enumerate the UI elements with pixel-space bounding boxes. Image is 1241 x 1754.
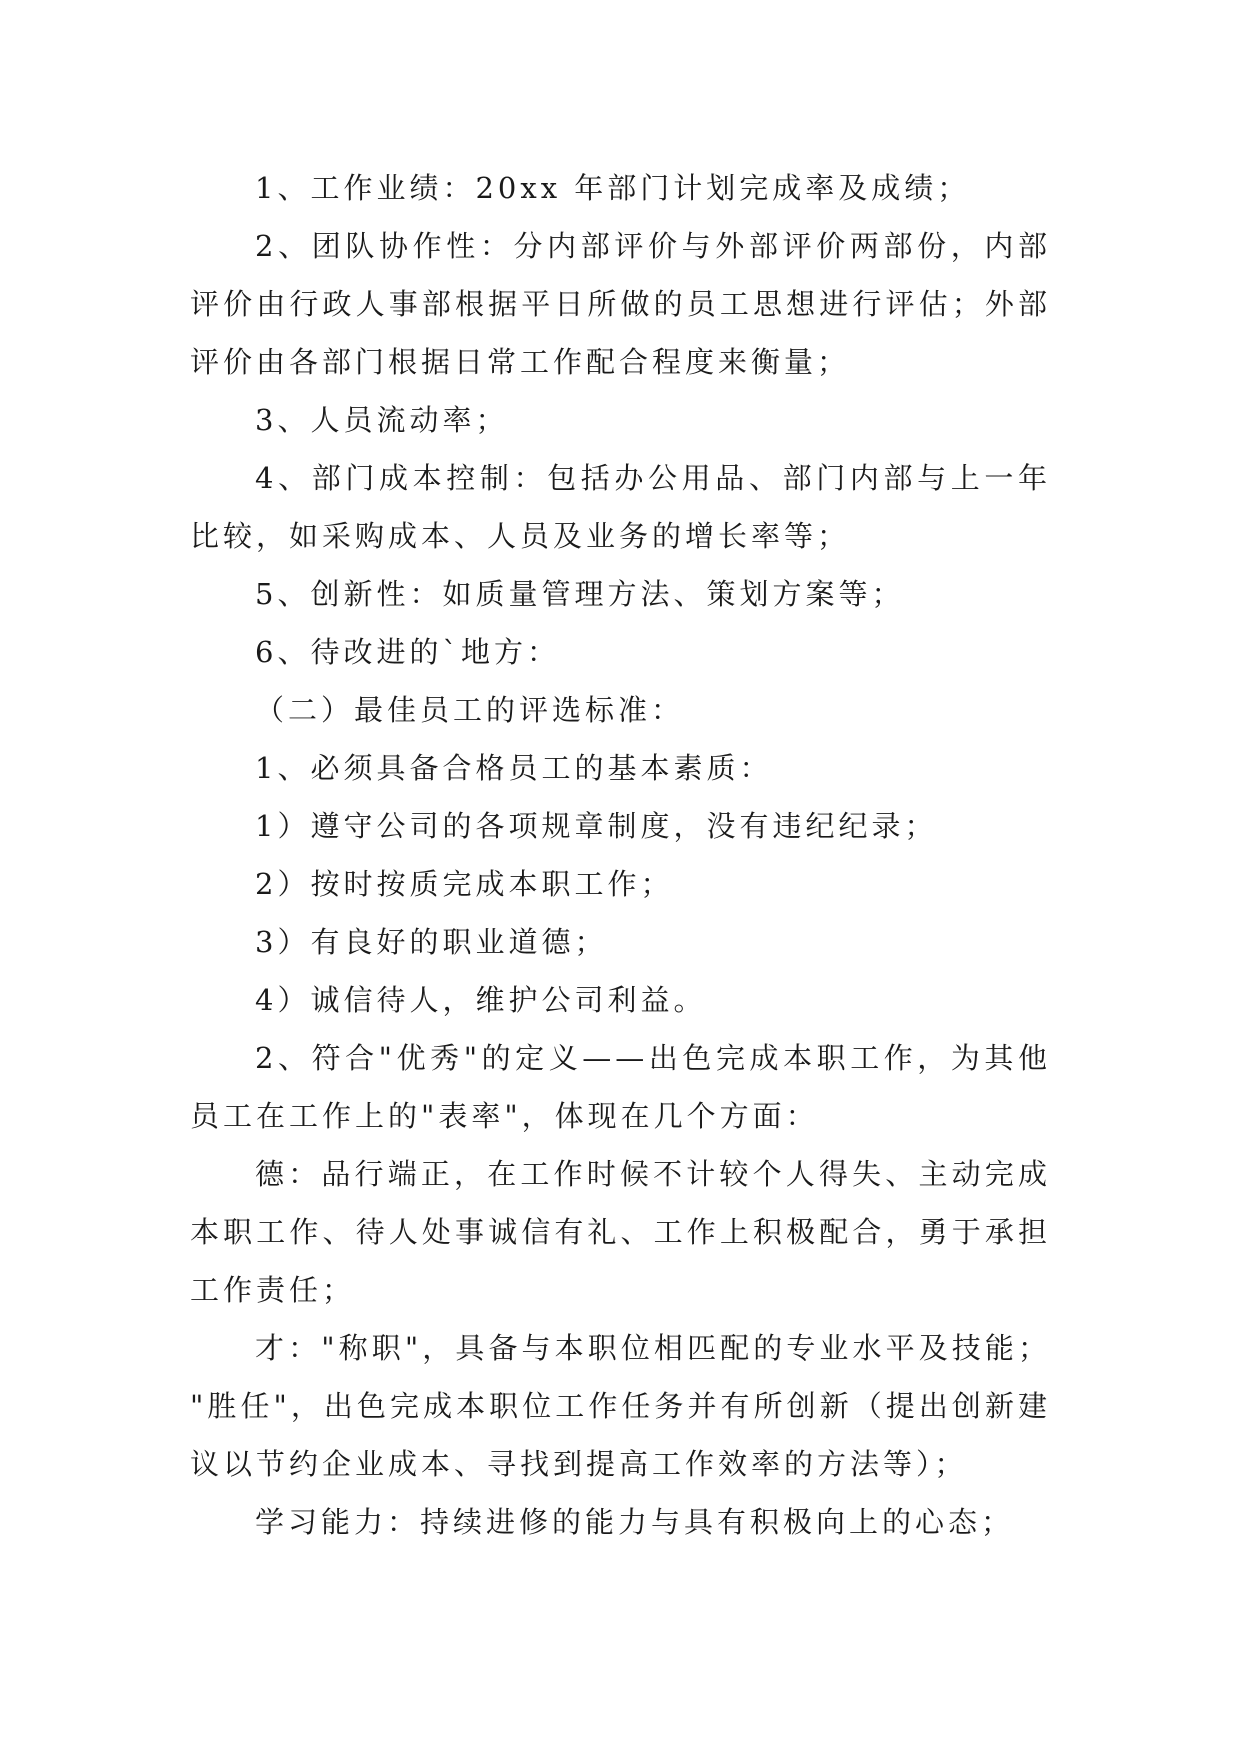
text-line: 1、工作业绩：20xx 年部门计划完成率及成绩； [255,171,971,205]
text-line: "胜任"，出色完成本职位工作任务并有所创新（提出创新建 [190,1389,1051,1423]
text-line: 评价由行政人事部根据平日所做的员工思想进行评估；外部 [190,287,1051,321]
text-line: 1）遵守公司的各项规章制度，没有违纪纪录； [255,809,938,843]
section-heading: （二）最佳员工的评选标准： [255,693,685,727]
text-line: 4、部门成本控制：包括办公用品、部门内部与上一年 [255,461,1051,495]
text-line: 3、人员流动率； [255,403,509,437]
text-line: 才："称职"，具备与本职位相匹配的专业水平及技能； [255,1331,1051,1365]
text-line: 评价由各部门根据日常工作配合程度来衡量； [190,345,851,379]
text-line: 学习能力：持续进修的能力与具有积极向上的心态； [255,1505,1015,1539]
text-line: 2、符合"优秀"的定义——出色完成本职工作，为其他 [255,1041,1051,1075]
text-line: 2、团队协作性：分内部评价与外部评价两部份，内部 [255,229,1051,263]
text-line: 工作责任； [190,1273,356,1307]
text-line: 议以节约企业成本、寻找到提高工作效率的方法等）； [190,1447,968,1481]
text-line: 比较，如采购成本、人员及业务的增长率等； [190,519,851,553]
text-line: 本职工作、待人处事诚信有礼、工作上积极配合，勇于承担 [190,1215,1051,1249]
text-line: 4）诚信待人，维护公司利益。 [255,983,707,1017]
page-body [190,159,1051,1551]
text-line: 员工在工作上的"表率"，体现在几个方面： [190,1099,819,1133]
text-line: 2）按时按质完成本职工作； [255,867,674,901]
text-line: 德：品行端正，在工作时候不计较个人得失、主动完成 [255,1157,1051,1191]
text-line: 5、创新性：如质量管理方法、策划方案等； [255,577,905,611]
text-line: 1、必须具备合格员工的基本素质： [255,751,773,785]
text-line: 3）有良好的职业道德； [255,925,608,959]
text-line: 6、待改进的`地方： [255,635,560,669]
